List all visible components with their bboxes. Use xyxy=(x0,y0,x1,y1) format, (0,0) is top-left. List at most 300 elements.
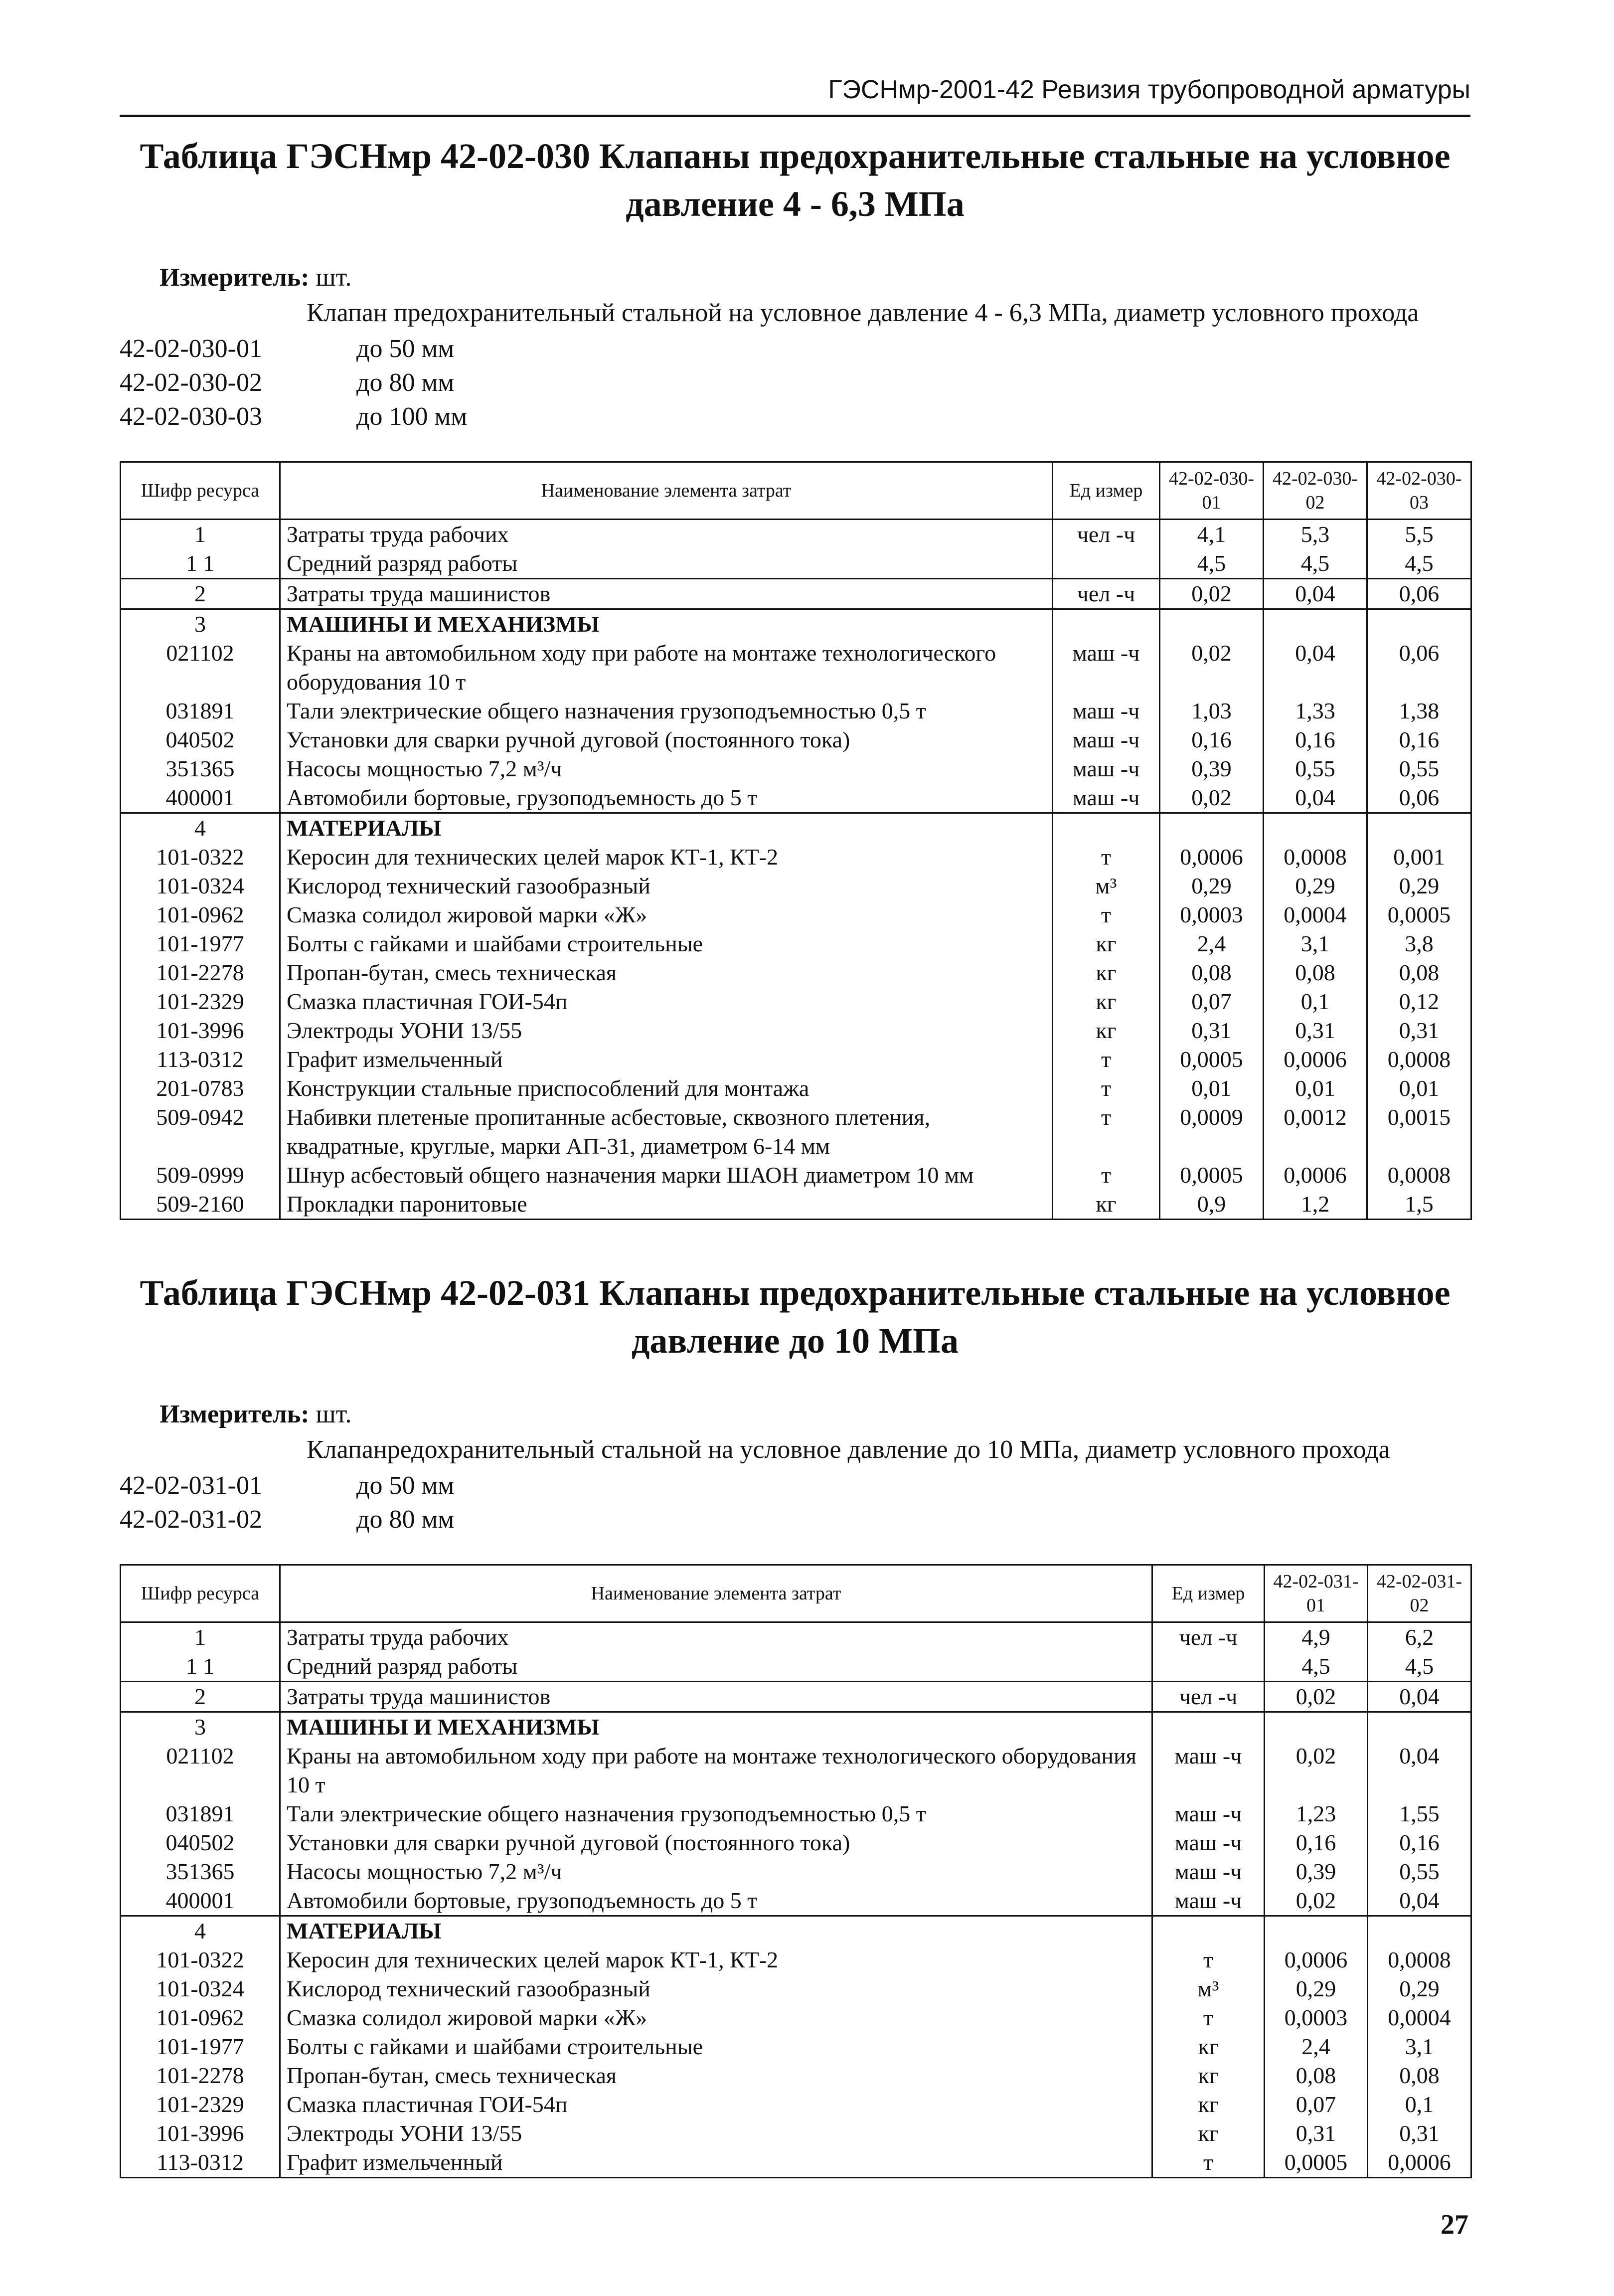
table-group-row xyxy=(121,813,1471,843)
value-cell: 0,0012 xyxy=(1264,1103,1367,1161)
table-row xyxy=(121,1622,1471,1652)
resource-code-cell: 4 xyxy=(121,813,280,843)
resource-name-cell: Автомобили бортовые, грузоподъемность до 5 т xyxy=(280,1886,1152,1916)
table-row xyxy=(121,1016,1471,1045)
table-row xyxy=(121,783,1471,813)
resource-table xyxy=(120,461,1472,1220)
value-cell: 0,1 xyxy=(1368,2090,1471,2119)
unit-cell: кг xyxy=(1152,2119,1265,2148)
table-row xyxy=(121,900,1471,929)
value-cell: 0,0003 xyxy=(1160,900,1264,929)
value-cell xyxy=(1265,1712,1368,1742)
value-cell: 0,55 xyxy=(1368,1857,1471,1886)
value-cell: 0,39 xyxy=(1160,754,1264,783)
value-cell: 0,01 xyxy=(1264,1074,1367,1103)
unit-cell: кг xyxy=(1053,958,1160,987)
resource-code-cell: 113-0312 xyxy=(121,1045,280,1074)
table-row xyxy=(121,2032,1471,2061)
resource-name-cell: Насосы мощностью 7,2 м³/ч xyxy=(280,1857,1152,1886)
resource-code-cell: 1 xyxy=(121,1622,280,1652)
value-cell: 0,0009 xyxy=(1160,1103,1264,1161)
unit-cell: маш -ч xyxy=(1053,639,1160,697)
resource-code-cell: 1 xyxy=(121,520,280,549)
column-header: Шифр ресурса xyxy=(121,462,280,520)
value-cell xyxy=(1264,609,1367,639)
value-cell: 0,0006 xyxy=(1368,2148,1471,2178)
resource-name-cell: Болты с гайками и шайбами строительные xyxy=(280,2032,1152,2061)
value-cell: 2,4 xyxy=(1265,2032,1368,2061)
resource-name-cell: Смазка солидол жировой марки «Ж» xyxy=(280,900,1053,929)
unit-cell: чел -ч xyxy=(1053,579,1160,609)
value-cell: 0,0006 xyxy=(1264,1045,1367,1074)
value-cell: 3,8 xyxy=(1367,929,1471,958)
table-title: Таблица ГЭСНмр 42-02-030 Клапаны предохранительные стальные на условное давление 4 - 6,3 МПа xyxy=(140,136,1451,224)
code-number: 42-02-030-03 xyxy=(120,402,262,431)
resource-code-cell: 509-2160 xyxy=(121,1190,280,1220)
meter-value: шт. xyxy=(316,263,352,292)
resource-code-cell: 400001 xyxy=(121,783,280,813)
code-label: до 100 мм xyxy=(356,402,468,431)
value-cell: 5,3 xyxy=(1264,520,1367,549)
resource-name-cell: Смазка пластичная ГОИ-54п xyxy=(280,987,1053,1016)
table-row xyxy=(121,1074,1471,1103)
column-header: 42-02-031-02 xyxy=(1368,1565,1471,1622)
table-group-row xyxy=(121,609,1471,639)
value-cell: 1,5 xyxy=(1367,1190,1471,1220)
value-cell xyxy=(1265,1916,1368,1946)
unit-cell: кг xyxy=(1152,2061,1265,2090)
table-header-row xyxy=(121,1565,1471,1622)
resource-name-cell: Пропан-бутан, смесь техническая xyxy=(280,2061,1152,2090)
resource-name-cell: Затраты труда рабочих xyxy=(280,1622,1152,1652)
value-cell: 4,5 xyxy=(1265,1652,1368,1682)
resource-name-cell: Шнур асбестовый общего назначения марки ШАОН диаметром 10 мм xyxy=(280,1161,1053,1190)
resource-name-cell: Затраты труда машинистов xyxy=(280,579,1053,609)
value-cell: 5,5 xyxy=(1367,520,1471,549)
unit-cell: кг xyxy=(1152,2032,1265,2061)
resource-name-cell: Керосин для технических целей марок КТ-1, КТ-2 xyxy=(280,843,1053,872)
resource-code-cell: 101-2329 xyxy=(121,2090,280,2119)
value-cell: 0,0004 xyxy=(1264,900,1367,929)
resource-code-cell: 509-0942 xyxy=(121,1103,280,1161)
table-row xyxy=(121,2090,1471,2119)
code-number: 42-02-031-02 xyxy=(120,1505,262,1534)
resource-code-cell: 101-2278 xyxy=(121,958,280,987)
value-cell: 0,1 xyxy=(1264,987,1367,1016)
resource-name-cell: Пропан-бутан, смесь техническая xyxy=(280,958,1053,987)
value-cell: 1,2 xyxy=(1264,1190,1367,1220)
value-cell: 1,38 xyxy=(1367,697,1471,725)
resource-code-cell: 040502 xyxy=(121,725,280,754)
value-cell: 1,03 xyxy=(1160,697,1264,725)
value-cell: 0,0004 xyxy=(1368,2003,1471,2032)
resource-code-cell: 040502 xyxy=(121,1828,280,1857)
resource-code-cell: 031891 xyxy=(121,1799,280,1828)
resource-code-cell: 101-3996 xyxy=(121,2119,280,2148)
value-cell: 0,31 xyxy=(1264,1016,1367,1045)
unit-cell xyxy=(1053,549,1160,579)
value-cell: 0,29 xyxy=(1265,1974,1368,2003)
unit-cell: маш -ч xyxy=(1152,1886,1265,1916)
value-cell xyxy=(1368,1916,1471,1946)
table-row xyxy=(121,987,1471,1016)
value-cell: 0,16 xyxy=(1367,725,1471,754)
resource-name-cell: Графит измельченный xyxy=(280,1045,1053,1074)
column-header: 42-02-030-02 xyxy=(1264,462,1367,520)
resource-code-cell: 1 1 xyxy=(121,1652,280,1682)
unit-cell: т xyxy=(1053,1161,1160,1190)
value-cell xyxy=(1368,1712,1471,1742)
resource-code-cell: 4 xyxy=(121,1916,280,1946)
unit-cell: т xyxy=(1053,843,1160,872)
code-label: до 50 мм xyxy=(356,335,455,363)
value-cell: 0,04 xyxy=(1264,579,1367,609)
resource-code-cell: 351365 xyxy=(121,1857,280,1886)
unit-cell xyxy=(1152,1652,1265,1682)
unit-cell: кг xyxy=(1053,929,1160,958)
code-item xyxy=(120,332,1470,366)
value-cell: 4,9 xyxy=(1265,1622,1368,1652)
table-section-030 xyxy=(120,132,1470,1220)
resource-code-cell: 031891 xyxy=(121,697,280,725)
table-row xyxy=(121,2003,1471,2032)
code-label: до 80 мм xyxy=(356,1505,455,1534)
unit-cell: кг xyxy=(1053,1190,1160,1220)
resource-code-cell: 113-0312 xyxy=(121,2148,280,2178)
code-item xyxy=(120,400,1470,434)
value-cell: 0,31 xyxy=(1160,1016,1264,1045)
value-cell: 0,29 xyxy=(1368,1974,1471,2003)
value-cell xyxy=(1367,813,1471,843)
value-cell: 1,55 xyxy=(1368,1799,1471,1828)
value-cell: 0,07 xyxy=(1265,2090,1368,2119)
value-cell: 0,08 xyxy=(1160,958,1264,987)
resource-name-cell: Кислород технический газообразный xyxy=(280,1974,1152,2003)
code-label: до 50 мм xyxy=(356,1471,455,1500)
column-header: 42-02-030-03 xyxy=(1367,462,1471,520)
value-cell: 0,0008 xyxy=(1367,1161,1471,1190)
resource-code-cell: 2 xyxy=(121,1682,280,1712)
value-cell: 4,5 xyxy=(1367,549,1471,579)
value-cell: 0,31 xyxy=(1367,1016,1471,1045)
code-item xyxy=(120,366,1470,400)
table-row xyxy=(121,1742,1471,1799)
resource-code-cell: 351365 xyxy=(121,754,280,783)
value-cell: 0,0008 xyxy=(1264,843,1367,872)
resource-code-cell: 021102 xyxy=(121,1742,280,1799)
resource-name-cell: Краны на автомобильном ходу при работе на монтаже технологического оборудования 10 т xyxy=(280,1742,1152,1799)
value-cell: 1,23 xyxy=(1265,1799,1368,1828)
table-row xyxy=(121,2148,1471,2178)
value-cell: 3,1 xyxy=(1264,929,1367,958)
value-cell: 0,12 xyxy=(1367,987,1471,1016)
value-cell: 0,31 xyxy=(1368,2119,1471,2148)
value-cell: 0,9 xyxy=(1160,1190,1264,1220)
resource-name-cell: МАТЕРИАЛЫ xyxy=(280,1916,1152,1946)
value-cell: 0,01 xyxy=(1367,1074,1471,1103)
table-row xyxy=(121,1190,1471,1220)
resource-name-cell: Насосы мощностью 7,2 м³/ч xyxy=(280,754,1053,783)
unit-cell: м³ xyxy=(1152,1974,1265,2003)
resource-name-cell: Средний разряд работы xyxy=(280,549,1053,579)
resource-code-cell: 3 xyxy=(121,609,280,639)
value-cell: 0,06 xyxy=(1367,639,1471,697)
table-title: Таблица ГЭСНмр 42-02-031 Клапаны предохранительные стальные на условное давление до 10 МПа xyxy=(140,1273,1451,1361)
table-row xyxy=(121,1974,1471,2003)
table-row xyxy=(121,1799,1471,1828)
resource-name-cell: МАШИНЫ И МЕХАНИЗМЫ xyxy=(280,1712,1152,1742)
header-rule xyxy=(120,115,1470,117)
table-row xyxy=(121,1828,1471,1857)
value-cell: 0,55 xyxy=(1367,754,1471,783)
unit-cell: маш -ч xyxy=(1053,725,1160,754)
table-row xyxy=(121,1161,1471,1190)
value-cell: 6,2 xyxy=(1368,1622,1471,1652)
table-description: Клапанредохранительный стальной на условное давление до 10 МПа, диаметр условного прохода xyxy=(307,1435,1390,1464)
unit-cell: маш -ч xyxy=(1053,783,1160,813)
table-row xyxy=(121,639,1471,697)
resource-name-cell: Смазка пластичная ГОИ-54п xyxy=(280,2090,1152,2119)
value-cell: 0,02 xyxy=(1265,1886,1368,1916)
value-cell: 0,08 xyxy=(1264,958,1367,987)
meter-value: шт. xyxy=(316,1400,352,1428)
meter-label: Измеритель: xyxy=(160,1400,310,1428)
table-row xyxy=(121,697,1471,725)
resource-code-cell: 400001 xyxy=(121,1886,280,1916)
unit-cell: т xyxy=(1053,900,1160,929)
column-header: 42-02-030-01 xyxy=(1160,462,1264,520)
value-cell xyxy=(1160,609,1264,639)
column-header: 42-02-031-01 xyxy=(1265,1565,1368,1622)
value-cell: 0,06 xyxy=(1367,783,1471,813)
value-cell: 3,1 xyxy=(1368,2032,1471,2061)
value-cell: 0,04 xyxy=(1368,1886,1471,1916)
resource-name-cell: Болты с гайками и шайбами строительные xyxy=(280,929,1053,958)
unit-cell: т xyxy=(1152,1945,1265,1974)
table-row xyxy=(121,958,1471,987)
value-cell xyxy=(1160,813,1264,843)
resource-name-cell: Средний разряд работы xyxy=(280,1652,1152,1682)
unit-cell: т xyxy=(1152,2148,1265,2178)
code-item xyxy=(120,1469,1470,1503)
resource-name-cell: Установки для сварки ручной дуговой (постоянного тока) xyxy=(280,725,1053,754)
table-group-row xyxy=(121,1712,1471,1742)
value-cell: 0,08 xyxy=(1368,2061,1471,2090)
resource-name-cell: Электроды УОНИ 13/55 xyxy=(280,1016,1053,1045)
meter-label: Измеритель: xyxy=(160,263,310,292)
value-cell: 0,0005 xyxy=(1160,1161,1264,1190)
value-cell: 0,07 xyxy=(1160,987,1264,1016)
table-description: Клапан предохранительный стальной на условное давление 4 - 6,3 МПа, диаметр условного прохода xyxy=(307,299,1419,327)
table-row xyxy=(121,1652,1471,1682)
resource-name-cell: МАТЕРИАЛЫ xyxy=(280,813,1053,843)
code-label: до 80 мм xyxy=(356,368,455,397)
table-row xyxy=(121,843,1471,872)
resource-code-cell: 101-0962 xyxy=(121,2003,280,2032)
value-cell: 0,16 xyxy=(1264,725,1367,754)
code-number: 42-02-030-02 xyxy=(120,368,262,397)
value-cell: 0,04 xyxy=(1368,1742,1471,1799)
value-cell: 0,16 xyxy=(1160,725,1264,754)
unit-cell: т xyxy=(1053,1045,1160,1074)
table-group-row xyxy=(121,1916,1471,1946)
resource-name-cell: Тали электрические общего назначения грузоподъемностью 0,5 т xyxy=(280,697,1053,725)
resource-name-cell: Прокладки паронитовые xyxy=(280,1190,1053,1220)
value-cell: 0,08 xyxy=(1265,2061,1368,2090)
table-row xyxy=(121,520,1471,549)
column-header: Шифр ресурса xyxy=(121,1565,280,1622)
resource-code-cell: 1 1 xyxy=(121,549,280,579)
resource-code-cell: 101-0324 xyxy=(121,1974,280,2003)
code-item xyxy=(120,1503,1470,1537)
resource-name-cell: Краны на автомобильном ходу при работе на монтаже технологического оборудования 10 т xyxy=(280,639,1053,697)
resource-code-cell: 3 xyxy=(121,1712,280,1742)
value-cell: 0,08 xyxy=(1367,958,1471,987)
unit-cell: т xyxy=(1053,1074,1160,1103)
value-cell: 0,06 xyxy=(1367,579,1471,609)
resource-code-cell: 101-3996 xyxy=(121,1016,280,1045)
value-cell: 2,4 xyxy=(1160,929,1264,958)
column-header: Ед измер xyxy=(1152,1565,1265,1622)
code-list xyxy=(120,332,1470,434)
value-cell: 0,39 xyxy=(1265,1857,1368,1886)
column-header: Ед измер xyxy=(1053,462,1160,520)
value-cell: 0,02 xyxy=(1265,1682,1368,1712)
value-cell: 4,1 xyxy=(1160,520,1264,549)
value-cell: 1,33 xyxy=(1264,697,1367,725)
value-cell: 4,5 xyxy=(1160,549,1264,579)
unit-cell: м³ xyxy=(1053,872,1160,900)
resource-name-cell: Керосин для технических целей марок КТ-1, КТ-2 xyxy=(280,1945,1152,1974)
value-cell xyxy=(1367,609,1471,639)
code-number: 42-02-031-01 xyxy=(120,1471,262,1500)
table-row xyxy=(121,1945,1471,1974)
value-cell: 0,0008 xyxy=(1368,1945,1471,1974)
value-cell: 0,16 xyxy=(1368,1828,1471,1857)
unit-cell: маш -ч xyxy=(1152,1799,1265,1828)
value-cell: 0,0015 xyxy=(1367,1103,1471,1161)
resource-code-cell: 2 xyxy=(121,579,280,609)
value-cell: 0,29 xyxy=(1367,872,1471,900)
resource-name-cell: МАШИНЫ И МЕХАНИЗМЫ xyxy=(280,609,1053,639)
resource-name-cell: Кислород технический газообразный xyxy=(280,872,1053,900)
value-cell: 0,01 xyxy=(1160,1074,1264,1103)
table-row xyxy=(121,1045,1471,1074)
table-row xyxy=(121,1886,1471,1916)
resource-name-cell: Затраты труда машинистов xyxy=(280,1682,1152,1712)
value-cell: 0,0006 xyxy=(1265,1945,1368,1974)
value-cell: 0,0005 xyxy=(1265,2148,1368,2178)
resource-name-cell: Графит измельченный xyxy=(280,2148,1152,2178)
resource-code-cell: 101-2278 xyxy=(121,2061,280,2090)
running-header: ГЭСНмр-2001-42 Ревизия трубопроводной арматуры xyxy=(828,75,1470,104)
unit-cell: т xyxy=(1053,1103,1160,1161)
unit-cell: маш -ч xyxy=(1152,1742,1265,1799)
unit-cell: маш -ч xyxy=(1053,697,1160,725)
unit-cell: маш -ч xyxy=(1152,1828,1265,1857)
unit-cell: чел -ч xyxy=(1152,1622,1265,1652)
value-cell: 0,02 xyxy=(1160,639,1264,697)
code-number: 42-02-030-01 xyxy=(120,335,262,363)
column-header: Наименование элемента затрат xyxy=(280,1565,1152,1622)
unit-cell xyxy=(1152,1712,1265,1742)
table-row xyxy=(121,754,1471,783)
unit-cell: маш -ч xyxy=(1053,754,1160,783)
resource-name-cell: Набивки плетеные пропитанные асбестовые, сквозного плетения, квадратные, круглые, марки АП-31, диаметром 6-14 мм xyxy=(280,1103,1053,1161)
table-row xyxy=(121,2119,1471,2148)
unit-cell: чел -ч xyxy=(1053,520,1160,549)
resource-code-cell: 101-2329 xyxy=(121,987,280,1016)
table-row xyxy=(121,872,1471,900)
value-cell: 0,02 xyxy=(1160,579,1264,609)
value-cell: 0,29 xyxy=(1264,872,1367,900)
value-cell: 0,04 xyxy=(1264,783,1367,813)
resource-name-cell: Электроды УОНИ 13/55 xyxy=(280,2119,1152,2148)
value-cell: 0,31 xyxy=(1265,2119,1368,2148)
resource-code-cell: 101-0322 xyxy=(121,843,280,872)
unit-cell xyxy=(1053,813,1160,843)
value-cell: 0,0005 xyxy=(1160,1045,1264,1074)
unit-cell xyxy=(1053,609,1160,639)
resource-code-cell: 101-0324 xyxy=(121,872,280,900)
value-cell: 0,0003 xyxy=(1265,2003,1368,2032)
value-cell: 0,04 xyxy=(1264,639,1367,697)
page-number: 27 xyxy=(1441,2209,1468,2240)
value-cell: 0,04 xyxy=(1368,1682,1471,1712)
value-cell: 0,0006 xyxy=(1160,843,1264,872)
resource-code-cell: 101-0322 xyxy=(121,1945,280,1974)
resource-code-cell: 101-0962 xyxy=(121,900,280,929)
resource-name-cell: Конструкции стальные приспособлений для монтажа xyxy=(280,1074,1053,1103)
code-list xyxy=(120,1469,1470,1537)
resource-code-cell: 101-1977 xyxy=(121,929,280,958)
table-row xyxy=(121,2061,1471,2090)
meter-line xyxy=(160,263,1470,292)
table-row xyxy=(121,549,1471,579)
value-cell: 0,0005 xyxy=(1367,900,1471,929)
resource-table xyxy=(120,1564,1472,2178)
unit-cell: маш -ч xyxy=(1152,1857,1265,1886)
value-cell: 4,5 xyxy=(1368,1652,1471,1682)
unit-cell: кг xyxy=(1053,1016,1160,1045)
table-row xyxy=(121,1857,1471,1886)
value-cell: 0,0008 xyxy=(1367,1045,1471,1074)
resource-name-cell: Установки для сварки ручной дуговой (постоянного тока) xyxy=(280,1828,1152,1857)
table-row xyxy=(121,579,1471,609)
table-section-031 xyxy=(120,1269,1470,2178)
value-cell: 0,001 xyxy=(1367,843,1471,872)
table-row xyxy=(121,1103,1471,1161)
unit-cell: т xyxy=(1152,2003,1265,2032)
value-cell: 0,55 xyxy=(1264,754,1367,783)
value-cell: 0,29 xyxy=(1160,872,1264,900)
resource-name-cell: Тали электрические общего назначения грузоподъемностью 0,5 т xyxy=(280,1799,1152,1828)
resource-name-cell: Затраты труда рабочих xyxy=(280,520,1053,549)
value-cell: 0,0006 xyxy=(1264,1161,1367,1190)
resource-code-cell: 021102 xyxy=(121,639,280,697)
value-cell: 0,02 xyxy=(1160,783,1264,813)
unit-cell: кг xyxy=(1053,987,1160,1016)
resource-code-cell: 509-0999 xyxy=(121,1161,280,1190)
resource-name-cell: Смазка солидол жировой марки «Ж» xyxy=(280,2003,1152,2032)
value-cell: 0,16 xyxy=(1265,1828,1368,1857)
value-cell: 4,5 xyxy=(1264,549,1367,579)
resource-code-cell: 101-1977 xyxy=(121,2032,280,2061)
unit-cell xyxy=(1152,1916,1265,1946)
meter-line xyxy=(160,1400,1470,1429)
value-cell: 0,02 xyxy=(1265,1742,1368,1799)
resource-name-cell: Автомобили бортовые, грузоподъемность до 5 т xyxy=(280,783,1053,813)
